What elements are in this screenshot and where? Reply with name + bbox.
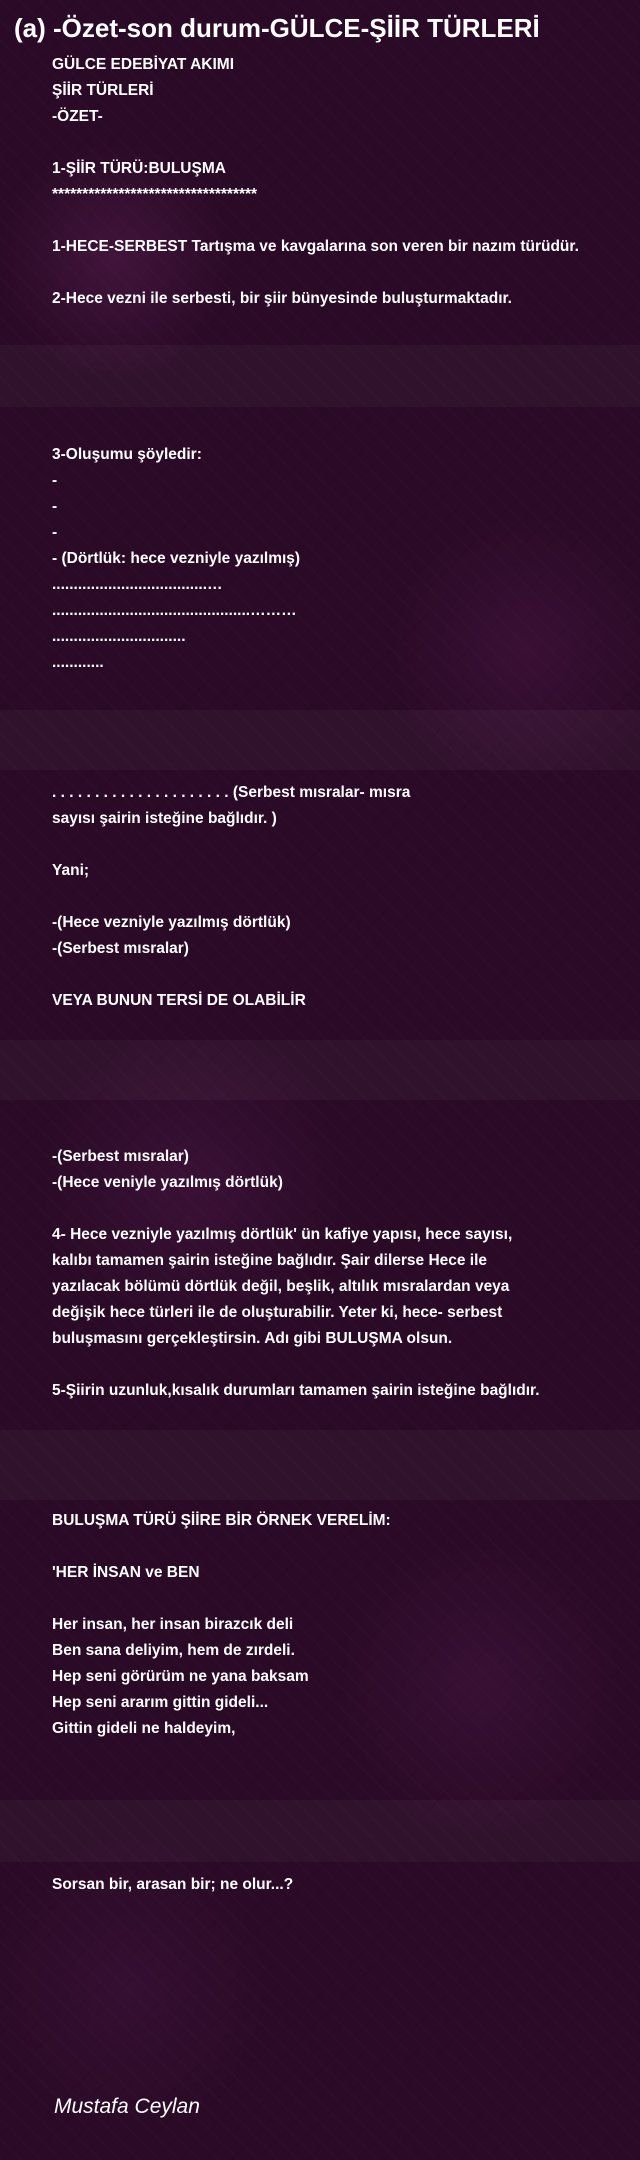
poem-line: -(Serbest mısralar) bbox=[52, 940, 189, 957]
poem-line: - bbox=[52, 472, 58, 489]
blank-line bbox=[52, 1820, 632, 1846]
poem-line: 5-Şiirin uzunluk,kısalık durumları tamamen şairin isteğine bağlıdır. bbox=[52, 1382, 540, 1399]
blank-line bbox=[52, 1456, 632, 1482]
blank-line bbox=[52, 338, 632, 364]
blank-line bbox=[52, 832, 632, 858]
poem-line: ............................... bbox=[52, 628, 186, 645]
blank-line bbox=[52, 312, 632, 338]
poem-line: Gittin gideli ne haldeyim, bbox=[52, 1720, 236, 1737]
blank-line bbox=[52, 728, 632, 754]
blank-line bbox=[52, 1092, 632, 1118]
poem-line: Hep seni görürüm ne yana baksam bbox=[52, 1668, 309, 1685]
poem-line: 2-Hece vezni ile serbesti, bir şiir bünyesinde buluşturmaktadır. bbox=[52, 290, 512, 307]
poem-body bbox=[52, 52, 632, 1898]
poem-line: . . . . . . . . . . . . . . . . . . . . . (Serbest mısralar- mısra bbox=[52, 784, 411, 801]
blank-line bbox=[52, 1794, 632, 1820]
blank-line bbox=[52, 1352, 632, 1378]
poem-line: VEYA BUNUN TERSİ DE OLABİLİR bbox=[52, 992, 306, 1009]
blank-line bbox=[52, 260, 632, 286]
page-title: (a) -Özet-son durum-GÜLCE-ŞİİR TÜRLERİ bbox=[14, 13, 540, 43]
poem-line: Her insan, her insan birazcık deli bbox=[52, 1616, 294, 1633]
poem-line: Sorsan bir, arasan bir; ne olur...? bbox=[52, 1876, 294, 1893]
poem-line: -(Hece veniyle yazılmış dörtlük) bbox=[52, 1174, 283, 1191]
blank-line bbox=[52, 1482, 632, 1508]
poem-line: Yani; bbox=[52, 862, 90, 879]
poem-line: kalıbı tamamen şairin isteğine bağlıdır. Şair dilerse Hece ile bbox=[52, 1252, 488, 1269]
blank-line bbox=[52, 1196, 632, 1222]
blank-line bbox=[52, 1014, 632, 1040]
poem-line: 1-HECE-SERBEST Tartışma ve kavgalarına son veren bir nazım türüdür. bbox=[52, 238, 579, 255]
poem-line: GÜLCE EDEBİYAT AKIMI bbox=[52, 56, 234, 73]
poem-line: sayısı şairin isteğine bağlıdır. ) bbox=[52, 810, 277, 827]
poem-line: -(Hece vezniyle yazılmış dörtlük) bbox=[52, 914, 291, 931]
blank-line bbox=[52, 1768, 632, 1794]
poem-line: 1-ŞİİR TÜRÜ:BULUŞMA bbox=[52, 160, 226, 177]
blank-line bbox=[52, 364, 632, 390]
blank-line bbox=[52, 1066, 632, 1092]
poem-line: buluşmasını gerçekleştirsin. Adı gibi BULUŞMA olsun. bbox=[52, 1330, 453, 1347]
blank-line bbox=[52, 1846, 632, 1872]
blank-line bbox=[52, 390, 632, 416]
poem-line: 'HER İNSAN ve BEN bbox=[52, 1564, 200, 1581]
poem-line: BULUŞMA TÜRÜ ŞİİRE BİR ÖRNEK VERELİM: bbox=[52, 1512, 391, 1529]
blank-line bbox=[52, 754, 632, 780]
poem-line: ............ bbox=[52, 654, 104, 671]
poem-line: - bbox=[52, 498, 58, 515]
blank-line bbox=[52, 416, 632, 442]
blank-line bbox=[52, 1586, 632, 1612]
poem-line: -ÖZET- bbox=[52, 108, 103, 125]
poem-line: yazılacak bölümü dörtlük değil, beşlik, altılık mısralardan veya bbox=[52, 1278, 510, 1295]
poem-line: Hep seni ararım gittin gideli... bbox=[52, 1694, 269, 1711]
blank-line bbox=[52, 962, 632, 988]
blank-line bbox=[52, 884, 632, 910]
poem-line: -(Serbest mısralar) bbox=[52, 1148, 189, 1165]
poem-line: - (Dörtlük: hece vezniyle yazılmış) bbox=[52, 550, 301, 567]
poem-line: değişik hece türleri ile de oluşturabilir. Yeter ki, hece- serbest bbox=[52, 1304, 503, 1321]
poem-line: Ben sana deliyim, hem de zırdeli. bbox=[52, 1642, 295, 1659]
poem-line: 3-Oluşumu şöyledir: bbox=[52, 446, 202, 463]
blank-line bbox=[52, 1534, 632, 1560]
blank-line bbox=[52, 676, 632, 702]
author-name: Mustafa Ceylan bbox=[54, 2095, 200, 2118]
blank-line bbox=[52, 1742, 632, 1768]
poem-line: ********************************** bbox=[52, 186, 258, 203]
blank-line bbox=[52, 702, 632, 728]
poem-line: ŞİİR TÜRLERİ bbox=[52, 82, 154, 99]
poem-line: - bbox=[52, 524, 58, 541]
blank-line bbox=[52, 130, 632, 156]
blank-line bbox=[52, 1404, 632, 1430]
blank-line bbox=[52, 1040, 632, 1066]
blank-line bbox=[52, 1118, 632, 1144]
poem-line: ..............................................……… bbox=[52, 602, 297, 619]
blank-line bbox=[52, 1430, 632, 1456]
poem-line: 4- Hece vezniyle yazılmış dörtlük' ün kafiye yapısı, hece sayısı, bbox=[52, 1226, 513, 1243]
poem-line: ....................................… bbox=[52, 576, 223, 593]
blank-line bbox=[52, 208, 632, 234]
